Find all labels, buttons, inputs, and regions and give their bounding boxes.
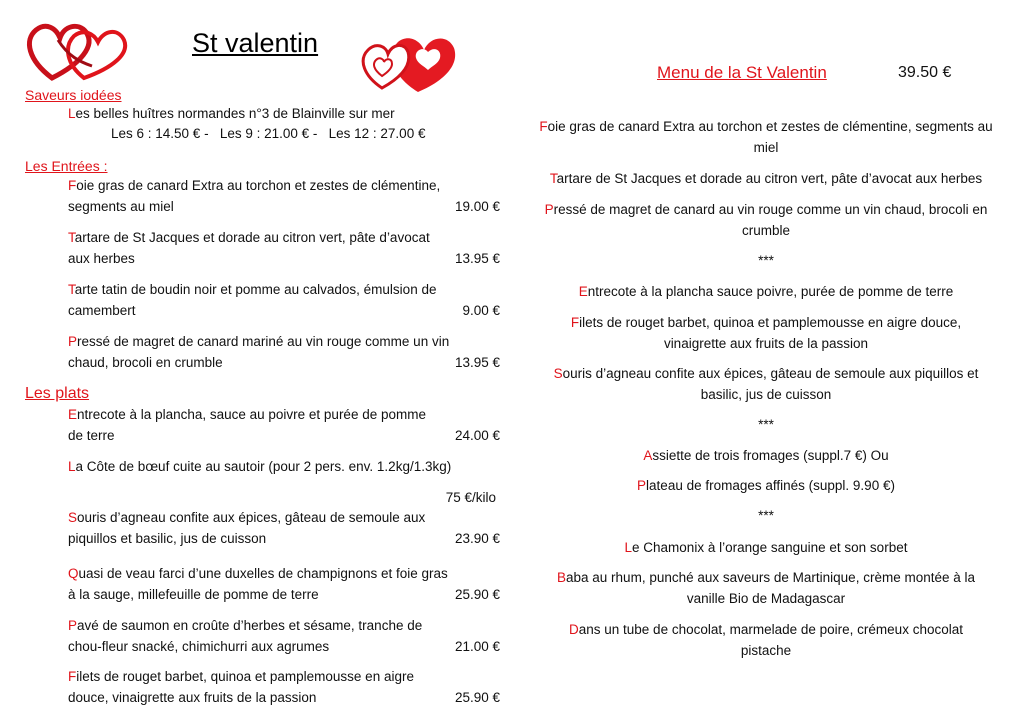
- item-text-rest: ouris d’agneau confite aux épices, gâteau de semoule aux: [77, 510, 426, 525]
- item-price: 24.00 €: [454, 427, 500, 443]
- item-line-2: [68, 637, 500, 658]
- oysters-text: es belles huîtres normandes n°3 de Blainville sur mer: [75, 106, 395, 121]
- item-text-rest: ssiette de trois fromages (suppl.7 €) Ou: [652, 448, 889, 463]
- entree-item: [68, 176, 500, 217]
- menu-plat: [520, 313, 1012, 354]
- initial-letter: E: [578, 284, 588, 299]
- item-text-rest: ressé de magret de canard au vin rouge comme un vin chaud, brocoli en: [553, 202, 988, 217]
- initial-letter: T: [68, 230, 75, 245]
- item-line-1: [68, 405, 500, 426]
- entree-item: [68, 280, 500, 321]
- menu-title: Menu de la St Valentin: [657, 63, 827, 82]
- initial-letter: B: [557, 570, 567, 585]
- item-text-cont: camembert: [68, 302, 136, 318]
- item-price: 25.90 €: [454, 586, 500, 602]
- item-text-cont: douce, vinaigrette aux fruits de la passion: [68, 689, 317, 705]
- menu-entree: [520, 200, 1012, 241]
- item-line-2: [68, 249, 500, 270]
- item-line-1: [520, 313, 1012, 334]
- oysters-prices: Les 6 : 14.50 € - Les 9 : 21.00 € - Les 12 : 27.00 €: [111, 126, 426, 141]
- item-text-rest: ans un tube de chocolat, marmelade de poire, crémeux chocolat: [578, 622, 963, 637]
- section-heading-saveurs: Saveurs iodées: [25, 87, 122, 103]
- section-heading-entrees: Les Entrées :: [25, 158, 108, 174]
- item-text-rest: a Côte de bœuf cuite au sautoir (pour 2 pers. env. 1.2kg/1.3kg): [75, 459, 452, 474]
- initial-letter: F: [539, 119, 548, 134]
- item-price-line: [68, 488, 500, 509]
- item-text: [68, 405, 426, 426]
- item-line-2: vinaigrette aux fruits de la passion: [663, 335, 869, 351]
- item-text-rest: avé de saumon en croûte d’herbes et sésame, tranche de: [77, 618, 423, 633]
- item-text-cont: chou-fleur snacké, chimichurri aux agrumes: [68, 638, 330, 654]
- item-text-rest: oie gras de canard Extra au torchon et zestes de clémentine,: [76, 178, 441, 193]
- initial-letter: D: [569, 622, 579, 637]
- item-text: [68, 564, 448, 585]
- menu-plat: [520, 364, 1012, 405]
- plat-item: [68, 616, 500, 657]
- item-price: 9.00 €: [462, 302, 500, 318]
- item-line-2: miel: [753, 139, 779, 155]
- item-line-1: [68, 228, 500, 249]
- item-line-1: [68, 332, 500, 353]
- item-text: [68, 332, 449, 353]
- page-title: St valentin: [192, 28, 319, 58]
- item-line-2: [68, 426, 500, 447]
- menu-price: 39.50 €: [898, 64, 952, 81]
- item-line-2: pistache: [740, 642, 792, 658]
- initial-letter: P: [637, 478, 647, 493]
- initial-letter: Q: [68, 566, 79, 581]
- plat-item: [68, 457, 500, 508]
- item-line-1: [68, 616, 500, 637]
- item-line-2: [68, 301, 500, 322]
- item-text: [68, 667, 414, 688]
- item-text: [68, 508, 425, 529]
- item-text-rest: artare de St Jacques et dorade au citron vert, pâte d’avocat: [74, 230, 430, 245]
- item-line-1: [520, 282, 1012, 303]
- item-text-cont: aux herbes: [68, 250, 135, 266]
- menu-dessert: [520, 538, 1012, 559]
- item-line-1: [68, 667, 500, 688]
- item-text-rest: ilets de rouget barbet, quinoa et pamplemousse en aigre douce,: [579, 315, 962, 330]
- plat-item: [68, 405, 500, 446]
- separator: ***: [758, 253, 774, 268]
- initial-letter: E: [68, 407, 78, 422]
- item-line-2: [68, 353, 500, 374]
- initial-letter: P: [68, 618, 78, 633]
- item-line-1: [520, 364, 1012, 385]
- item-line-1: [520, 476, 1012, 497]
- item-line-2: [68, 585, 500, 606]
- plat-item: [68, 667, 500, 708]
- item-text-rest: lateau de fromages affinés (suppl. 9.90 €): [646, 478, 895, 493]
- item-line-2: [68, 529, 500, 550]
- menu-fromage: [520, 446, 1012, 467]
- item-line-1: [520, 200, 1012, 221]
- item-text-rest: ntrecote à la plancha, sauce au poivre et purée de pomme: [77, 407, 426, 422]
- item-text-rest: ntrecote à la plancha sauce poivre, purée de pomme de terre: [587, 284, 954, 299]
- item-text: [68, 228, 430, 249]
- item-line-1: [68, 457, 500, 478]
- initial-letter: L: [68, 106, 76, 121]
- item-line-2: vanille Bio de Madagascar: [686, 590, 846, 606]
- item-text-rest: ilets de rouget barbet, quinoa et pamplemousse en aigre: [76, 669, 414, 684]
- separator: ***: [758, 508, 774, 523]
- menu-entree: [520, 169, 1012, 190]
- item-line-1: [68, 280, 500, 301]
- item-price: 19.00 €: [454, 198, 500, 214]
- item-price: 21.00 €: [454, 638, 500, 654]
- initial-letter: T: [68, 282, 75, 297]
- ribbon-hearts-icon: [22, 16, 130, 86]
- item-line-1: [520, 538, 1012, 559]
- initial-letter: A: [643, 448, 653, 463]
- item-line-1: [520, 620, 1012, 641]
- initial-letter: F: [68, 178, 77, 193]
- item-text-cont: à la sauge, millefeuille de pomme de terre: [68, 586, 319, 602]
- item-text-cont: piquillos et basilic, jus de cuisson: [68, 530, 267, 546]
- menu-fromage: [520, 476, 1012, 497]
- item-line-2: [68, 688, 500, 709]
- item-line-2: basilic, jus de cuisson: [700, 386, 832, 402]
- item-line-1: [520, 169, 1012, 190]
- initial-letter: F: [68, 669, 77, 684]
- initial-letter: F: [570, 315, 580, 330]
- item-text: [68, 457, 451, 478]
- separator: ***: [758, 417, 774, 432]
- item-line-1: [520, 446, 1012, 467]
- oysters-line: [68, 106, 395, 121]
- item-text-rest: uasi de veau farci d’une duxelles de champignons et foie gras: [78, 566, 448, 581]
- item-line-2: [68, 197, 500, 218]
- item-line-2: crumble: [741, 222, 790, 238]
- item-text: [68, 616, 422, 637]
- item-text-rest: artare de St Jacques et dorade au citron vert, pâte d’avocat aux herbes: [556, 171, 983, 186]
- initial-letter: T: [549, 171, 557, 186]
- item-text-rest: oie gras de canard Extra au torchon et zestes de clémentine, segments au: [547, 119, 993, 134]
- item-line-1: [68, 176, 500, 197]
- menu-dessert: [520, 568, 1012, 609]
- item-text-rest: ressé de magret de canard mariné au vin rouge comme un vin: [77, 334, 450, 349]
- entree-item: [68, 228, 500, 269]
- item-text: [68, 176, 440, 197]
- item-line-1: [68, 564, 500, 585]
- initial-letter: L: [624, 540, 633, 555]
- plat-item: [68, 508, 500, 549]
- item-price: 25.90 €: [454, 689, 500, 705]
- entree-item: [68, 332, 500, 373]
- initial-letter: S: [68, 510, 78, 525]
- item-price: 23.90 €: [454, 530, 500, 546]
- item-text-cont: segments au miel: [68, 198, 174, 214]
- initial-letter: P: [68, 334, 78, 349]
- double-hearts-icon: [356, 26, 460, 98]
- section-heading-plats: Les plats: [25, 385, 90, 402]
- item-line-1: [520, 568, 1012, 589]
- item-price: 13.95 €: [454, 354, 500, 370]
- item-text-rest: e Chamonix à l’orange sanguine et son sorbet: [632, 540, 908, 555]
- item-text-rest: aba au rhum, punché aux saveurs de Martinique, crème montée à la: [566, 570, 975, 585]
- initial-letter: P: [544, 202, 554, 217]
- item-text: [68, 280, 436, 301]
- initial-letter: S: [553, 366, 563, 381]
- initial-letter: L: [68, 459, 76, 474]
- item-line-1: [68, 508, 500, 529]
- menu-dessert: [520, 620, 1012, 661]
- item-text-cont: chaud, brocoli en crumble: [68, 354, 223, 370]
- menu-plat: [520, 282, 1012, 303]
- menu-entree: [520, 117, 1012, 158]
- plat-item: [68, 564, 500, 605]
- item-line-1: [520, 117, 1012, 138]
- item-text-rest: ouris d’agneau confite aux épices, gâteau de semoule aux piquillos et: [562, 366, 979, 381]
- item-text-rest: arte tatin de boudin noir et pomme au calvados, émulsion de: [74, 282, 437, 297]
- item-price: 75 €/kilo: [445, 489, 496, 505]
- item-price: 13.95 €: [454, 250, 500, 266]
- item-text-cont: de terre: [68, 427, 115, 443]
